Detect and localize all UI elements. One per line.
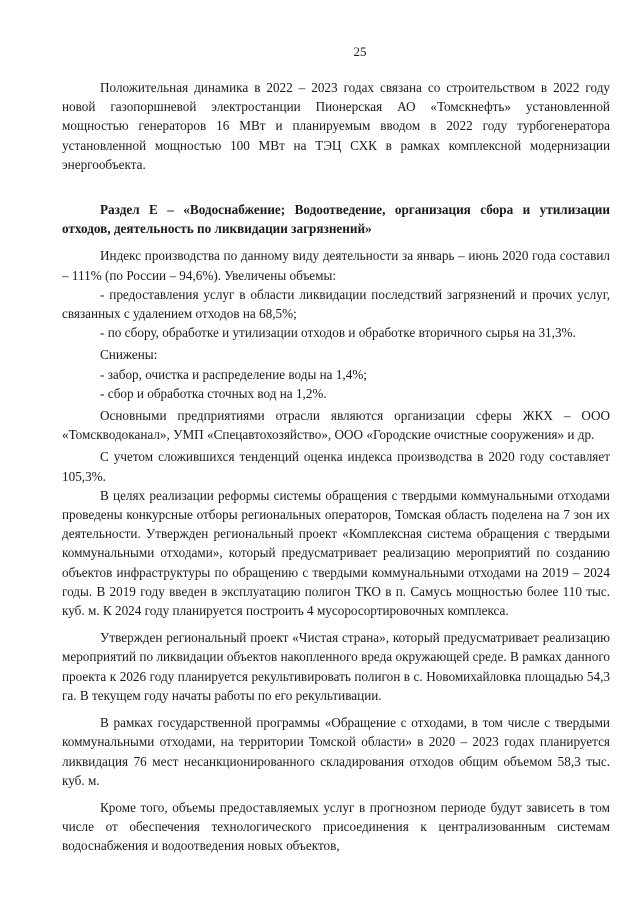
paragraph-decreased: Снижены: — [100, 347, 158, 363]
list-item-waste-processing: - по сбору, обработке и утилизации отходов и обработке вторичного сырья на 31,3%. — [100, 325, 576, 341]
paragraph-waste-reform: В целях реализации реформы системы обращения с твердыми коммунальными отходами проведены конкурсные отборы региональных операторов, Томская область поделена на 7 зон их деятельности. Утвержден региональный проект «Комплексная система обращения с твердыми коммунальными отходами», который предусматривает реализацию мероприятий по созданию объектов инфраструктуры по обращению с твердыми коммунальными отходами на 2019 – 2024 годы. В 2019 году введен в эксплуатацию полигон ТКО в п. Самусь мощностью более 110 тыс. куб. м. К 2024 году планируется построить 4 мусоросортировочных комплекса. — [62, 487, 610, 619]
list-item-pollution-services: - предоставления услуг в области ликвидации последствий загрязнений и прочих услуг, связанных с удалением отходов на 68,5%; — [62, 286, 610, 322]
paragraph-index-estimate: С учетом сложившихся тенденций оценка индекса производства в 2020 году составляет 105,3%. — [62, 449, 610, 484]
section-heading: Раздел Е – «Водоснабжение; Водоотведение, организация сбора и утилизации отходов, деятельность по ликвидации загрязнений» — [62, 202, 610, 237]
list-item-wastewater: - сбор и обработка сточных вод на 1,2%. — [100, 385, 327, 401]
paragraph-state-program: В рамках государственной программы «Обращение с отходами, в том числе с твердыми коммунальными отходами, на территории Томской области» в 2020 – 2023 годах планируется ликвидация 76 мест несанкционированного складирования отходов общим объемом 58,3 тыс. куб. м. — [62, 715, 610, 788]
paragraph-forecast: Кроме того, объемы предоставляемых услуг в прогнозном периоде будут зависеть в том числе от обеспечения технологического присоединения к централизованным системам водоснабжения и водоотведения новых объектов, — [62, 799, 610, 854]
paragraph-clean-country: Утвержден региональный проект «Чистая страна», который предусматривает реализацию мероприятий по ликвидации объектов накопленного вреда окружающей среде. В рамках данного проекта к 2026 году планируется рекультивировать полигон в с. Новомихайловка площадью 54,3 га. В текущем году начаты работы по его рекультивации. — [62, 630, 610, 703]
list-item-water-supply: - забор, очистка и распределение воды на 1,4%; — [100, 366, 367, 382]
paragraph-production-index: Индекс производства по данному виду деятельности за январь – июнь 2020 года составил – 111% (по России – 94,6%). Увеличены объемы: — [62, 248, 610, 283]
paragraph-energy-dynamics: Положительная динамика в 2022 – 2023 годах связана со строительством в 2022 году новой газопоршневой электростанции Пионерская АО «Томскнефть» установленной мощностью генераторов 16 МВт и планируемым вводом в 2022 году турбогенератора установленной мощностью 100 МВт на ТЭЦ СХК в рамках комплексной модернизации энергообъекта. — [62, 80, 610, 172]
paragraph-main-enterprises: Основными предприятиями отрасли являются организации сферы ЖКХ – ООО «Томскводоканал», УМП «Спецавтохозяйство», ООО «Городские очистные сооружения» и др. — [62, 408, 610, 443]
page-number: 25 — [353, 44, 367, 59]
document-body — [62, 78, 610, 856]
